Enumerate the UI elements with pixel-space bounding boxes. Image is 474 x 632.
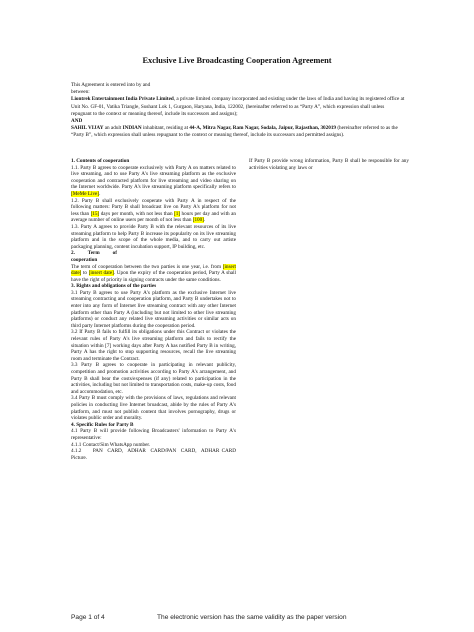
clause-3-1: 3.1 Party B agrees to use Party A's platform as the exclusive Internet live streaming contracting and cooperation platform, and Party B undertakes not to enter into any form of Internet live streaming contract with any other Internet platform other than Party A (including but not limited to other live streaming platforms) or conduct any related live streaming activities or similar acts on third party Internet platforms during the cooperation period. [71,289,236,329]
clause-3-2: 3.2 If Party B fails to fulfill its obligations under this Contract or violates the relevant rules of Party A's live streaming platform and fails to rectify the situation within [7] working days after Party A has notified Party B in writing, Party A has the right to stop supporting resources, recall the live streaming room and terminate the Contract. [71,329,236,362]
clause-1-1: 1.1. Party B agrees to cooperate exclusively with Party A on matters related to live streaming, and to use Party A's live streaming platform as the exclusive cooperation and contracted platform for live streaming and video sharing on the Internet worldwide. Party A's live streaming platform specifically refers to [MeMe Live]. [71,164,236,197]
intro-block [71,82,405,140]
clause-continuation: If Party B provide wrong information, Party B shall be responsible for any activities violating any laws or [249,158,409,171]
highlight-hours: [1] [174,210,181,217]
intro-line: between: [71,89,90,96]
clause-2: The term of cooperation between the two parties is one year, i.e. from [insert date] to [insert date]. Upon the expiry of the cooperation period, Party A shall have the right of priority in signing contracts under the same conditions. [71,263,236,283]
section-heading: cooperation [71,256,98,263]
highlight-start-date: [insert date] [71,263,236,277]
highlight-end-date: [insert date] [88,270,114,277]
party-b-paragraph [71,125,405,139]
party-b-nationality: INDIAN [122,125,142,132]
party-b-name: SAHIL VIJAY [71,125,104,132]
highlight-users: [100] [192,217,204,224]
party-b-address: 44-A, Mitra Nagar, Ram Nagar, Sodala, Jaipur, Rajasthan, 302019 [189,125,337,132]
highlight-days: [15] [90,210,100,217]
party-b-text: an adult [103,125,123,132]
clause-4-1-2: 4.1.2 PAN CARD, ADHAR CARD/PAN CARD, ADHAR CARD Picture. [71,448,238,461]
left-column [71,158,236,461]
party-a-paragraph [71,96,405,118]
section-heading: 1. Contents of cooperation [71,158,130,164]
clause-1-2: 1.2. Party B shall exclusively cooperate with Party A in respect of the following matters: Party B shall broadcast live on Party A's platform for not less than [15] days per month, with not less than [1] hours per day and with an average number of online users per month of not less than [100]. [71,197,236,224]
intro-line: This Agreement is entered into by and [71,82,151,88]
party-a-text: , a private limited company incorporated and existing under the laws of India and having its registered office at Unit No. GF-01, Vatika Triangle, Sushant Lok 1, Gurgaon, Haryana, India, 122002, (hereinafter referred to as “Party A”, which expression shall unless repugnant to the context or meaning thereof, include its successors and assigns); [71,96,405,117]
clause-3-3: 3.3 Party B agrees to cooperate in participating in relevant publicity, competition and promotion activities according to Party A's arrangement, and Party B shall bear the costs/expenses (if any) related to participation in the activities, including but not limited to transportation costs, make-up costs, food and accommodation, etc. [71,362,236,395]
clause-4-1-1: 4.1.1 Contact/Sim WhatsApp number. [71,441,151,448]
clause-1-3: 1.3. Party A agrees to provide Party B with the relevant resources of its live streaming platform to help Party B increase its popularity on its live streaming platform and in the scope of the whole media, and to carry out artiste packaging planning, content incubation support, IP building, etc. [71,223,236,250]
and-label: AND [71,118,83,125]
clause-3-4: 3.4 Party B must comply with the provisions of laws, regulations and relevant policies in conducting live Internet broadcast, abide by the rules of Party A's platform, and must not publish content that involves pornography, drugs or violates public order and morality. [71,395,236,422]
party-b-text: inhabitant, residing at [141,125,190,132]
party-a-name: Liontrek Entertainment India Private Limited [71,96,174,103]
right-column [249,158,409,171]
section-heading: 3. Rights and obligations of the parties [71,283,157,290]
document-title: Exclusive Live Broadcasting Cooperation Agreement [142,56,332,65]
footer-note: The electronic version has the same validity as the paper version [157,614,347,621]
section-heading: 2. Term of [71,250,117,257]
clause-4-1: 4.1 Party B will provide following Broadcasters' information to Party A's representative: [71,428,236,441]
page-number: Page 1 of 4 [71,614,105,621]
highlight-platform: [MeMe Live] [71,190,100,197]
section-heading: 4. Specific Rules for Party B [71,421,134,428]
party-b-text: (hereinafter referred to as the “Party B”, which expression shall unless repugnant to the context or meaning thereof, include its successors and permitted assigns). [71,125,398,139]
